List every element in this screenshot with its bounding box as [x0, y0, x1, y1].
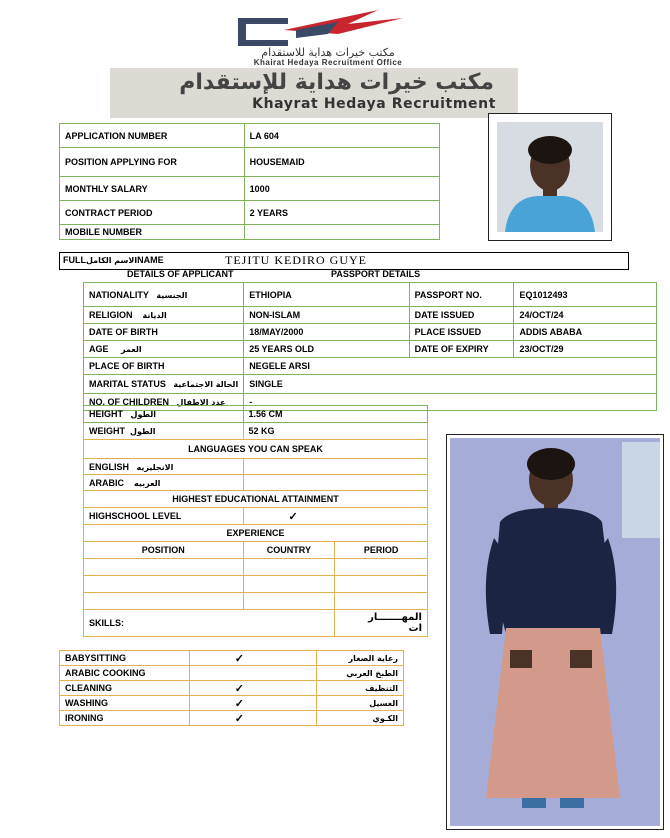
age-value: 25 YEARS OLD — [244, 341, 409, 358]
table-row — [60, 711, 404, 726]
table-row — [84, 508, 428, 525]
contract-value: 2 YEARS — [244, 201, 439, 225]
expiry-label: DATE OF EXPIRY — [409, 341, 514, 358]
mobile-value — [244, 225, 439, 240]
check-icon: ✓ — [234, 697, 244, 710]
table-row — [84, 559, 428, 576]
dob-label: DATE OF BIRTH — [84, 324, 244, 341]
skills-label: SKILLS: — [84, 610, 335, 637]
passport-number-label: PASSPORT NO. — [409, 283, 514, 307]
salary-value: 1000 — [244, 177, 439, 201]
skills-label-arabic: المهـــــــار ات — [335, 610, 428, 637]
marital-label: MARITAL STATUS الحالة الاجتماعية — [84, 375, 244, 394]
education-title: HIGHEST EDUCATIONAL ATTAINMENT — [84, 491, 428, 508]
height-label: HEIGHT الطول — [84, 406, 244, 423]
table-row — [84, 593, 428, 610]
pob-label: PLACE OF BIRTH — [84, 358, 244, 375]
skill-ironing-ar: الكـوي — [317, 711, 404, 726]
weight-label: WEIGHT الطول — [84, 423, 244, 440]
table-row — [60, 124, 440, 148]
passport-number-value: EQ1012493 — [514, 283, 657, 307]
table-row — [84, 440, 428, 459]
banner-english-text: Khayrat Hedaya Recruitment — [252, 96, 496, 112]
date-issued-value: 24/OCT/24 — [514, 307, 657, 324]
skill-babysitting-check — [189, 651, 316, 666]
skill-ironing-check — [189, 711, 316, 726]
religion-label: RELIGION الديانة — [84, 307, 244, 324]
mobile-label: MOBILE NUMBER — [60, 225, 245, 240]
age-label: AGE العمر — [84, 341, 244, 358]
children-value: - — [244, 394, 657, 411]
languages-title: LANGUAGES YOU CAN SPEAK — [84, 440, 428, 459]
table-row — [84, 423, 428, 440]
table-row — [84, 542, 428, 559]
dob-value: 18/MAY/2000 — [244, 324, 409, 341]
table-row — [84, 324, 657, 341]
logo-english-text: Khairat Hedaya Recruitment Office — [253, 58, 403, 67]
check-icon: ✓ — [288, 510, 298, 523]
skill-washing-ar: الغسيل — [317, 696, 404, 711]
skill-ironing: IRONING — [60, 711, 190, 726]
skill-cleaning-ar: التنظيف — [317, 681, 404, 696]
table-row — [60, 201, 440, 225]
skill-washing: WASHING — [60, 696, 190, 711]
table-row — [60, 681, 404, 696]
table-row — [84, 375, 657, 394]
skill-arabic-cooking-ar: الطبخ العربي — [317, 666, 404, 681]
table-row — [84, 459, 428, 475]
table-row — [84, 491, 428, 508]
skill-arabic-cooking-check — [189, 666, 316, 681]
religion-value: NON-ISLAM — [244, 307, 409, 324]
table-row — [84, 358, 657, 375]
table-row — [60, 177, 440, 201]
table-row — [84, 475, 428, 491]
full-name-value: TEJITU KEDIRO GUYE — [225, 253, 367, 267]
table-row — [60, 148, 440, 177]
weight-value: 52 KG — [243, 423, 427, 440]
height-value: 1.56 CM — [243, 406, 427, 423]
check-icon: ✓ — [234, 652, 244, 665]
skill-cleaning-check — [189, 681, 316, 696]
experience-period-header: PERIOD — [335, 542, 428, 559]
salary-label: MONTHLY SALARY — [60, 177, 245, 201]
table-row — [60, 651, 404, 666]
application-table — [59, 123, 440, 240]
english-value — [243, 459, 427, 475]
skills-table — [59, 650, 404, 726]
table-row — [84, 341, 657, 358]
pob-value: NEGELE ARSI — [244, 358, 657, 375]
marital-value: SINGLE — [244, 375, 657, 394]
skill-washing-check — [189, 696, 316, 711]
table-row — [84, 283, 657, 307]
date-issued-label: DATE ISSUED — [409, 307, 514, 324]
passport-photo — [488, 113, 612, 241]
lower-table — [83, 405, 428, 637]
education-level: HIGHSCHOOL LEVEL — [84, 508, 244, 525]
place-issued-value: ADDIS ABABA — [514, 324, 657, 341]
nationality-value: ETHIOPIA — [244, 283, 409, 307]
details-table — [83, 282, 657, 411]
place-issued-label: PLACE ISSUED — [409, 324, 514, 341]
banner-arabic-text: مكتب خيرات هداية للإستقدام — [179, 70, 494, 95]
office-banner — [110, 68, 518, 118]
education-check — [243, 508, 427, 525]
full-name-label: FULLالاسم الكاملNAME — [63, 255, 164, 265]
table-row — [84, 576, 428, 593]
skill-babysitting-ar: رعاية الصغار — [317, 651, 404, 666]
skill-cleaning: CLEANING — [60, 681, 190, 696]
table-row — [60, 666, 404, 681]
passport-details-title: PASSPORT DETAILS — [331, 269, 421, 279]
full-body-photo — [446, 434, 664, 830]
arabic-label: ARABIC العربيه — [84, 475, 244, 491]
skill-babysitting: BABYSITTING — [60, 651, 190, 666]
application-number-label: APPLICATION NUMBER — [60, 124, 245, 148]
experience-title: EXPERIENCE — [84, 525, 428, 542]
office-logo — [228, 8, 428, 66]
english-label: ENGLISH الانجليزيه — [84, 459, 244, 475]
logo-arabic-text: مكتب خيرات هداية للاستقدام — [261, 46, 395, 59]
check-icon: ✓ — [234, 682, 244, 695]
table-row — [60, 696, 404, 711]
table-row — [84, 610, 428, 637]
experience-country-header: COUNTRY — [243, 542, 335, 559]
position-value: HOUSEMAID — [244, 148, 439, 177]
table-row — [84, 406, 428, 423]
check-icon: ✓ — [234, 712, 244, 725]
contract-label: CONTRACT PERIOD — [60, 201, 245, 225]
expiry-value: 23/OCT/29 — [514, 341, 657, 358]
applicant-details-title: DETAILS OF APPLICANT — [127, 269, 234, 279]
table-row — [60, 225, 440, 240]
skill-arabic-cooking: ARABIC COOKING — [60, 666, 190, 681]
table-row — [84, 307, 657, 324]
table-row — [84, 525, 428, 542]
experience-position-header: POSITION — [84, 542, 244, 559]
children-label: NO. OF CHILDREN عدد الاطفال — [84, 394, 244, 411]
arabic-value — [243, 475, 427, 491]
full-name-row — [59, 252, 629, 270]
position-label: POSITION APPLYING FOR — [60, 148, 245, 177]
application-number-value: LA 604 — [244, 124, 439, 148]
nationality-label: NATIONALITY الجنسية — [84, 283, 244, 307]
logo-mark-icon — [228, 8, 428, 48]
